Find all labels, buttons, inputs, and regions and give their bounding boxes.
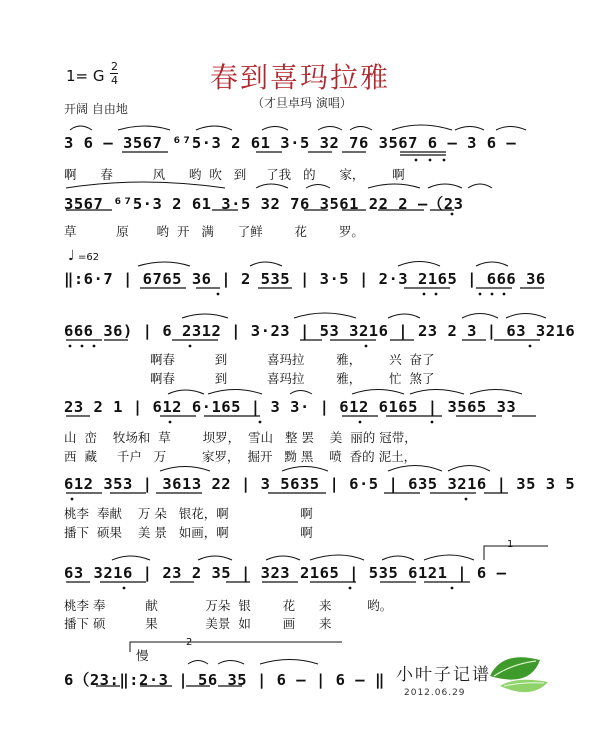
slur xyxy=(182,314,228,318)
slur xyxy=(118,126,170,130)
slur xyxy=(262,127,288,131)
score-line-3-notes: ‖:6·7 | 6765 36 | 2 535 | 3·5 | 2·3 2165 | 666 36 xyxy=(64,270,546,288)
slur xyxy=(468,184,492,188)
volta-2-label: 2 xyxy=(186,637,193,648)
score-line-7-lyrics-2: 播下 硕 果 美景 如 画 来 xyxy=(64,616,332,631)
slur xyxy=(66,182,225,188)
singer-credit: （才旦卓玛 演唱） xyxy=(252,96,352,110)
slur xyxy=(260,660,318,665)
slur xyxy=(310,555,364,560)
score-line-6-lyrics-1: 桃李 奉献 万 朵 银花，啊 啊 xyxy=(64,506,313,521)
slur xyxy=(368,184,420,188)
score-line-5-notes: 23 2 1 | 612 6·165 | 3 3· | 612 6165 | 3565 33 xyxy=(64,398,517,416)
slur xyxy=(318,127,342,131)
slur xyxy=(168,390,204,394)
tempo-marking: 开阔 自由地 xyxy=(64,102,128,116)
slur xyxy=(476,262,508,266)
slur xyxy=(70,126,92,130)
slur xyxy=(266,556,300,560)
slur xyxy=(496,127,526,131)
transcriber-signature: 小叶子记谱 xyxy=(396,665,491,685)
volta-1-label: 1 xyxy=(507,539,514,550)
leaf-icon xyxy=(490,657,548,692)
slur xyxy=(138,262,190,266)
slur xyxy=(188,661,208,665)
slur xyxy=(218,661,244,665)
score-line-5-lyrics-1: 山 峦 牧场和 草 坝罗， 雪山 整 罢 美 丽的 冠带， xyxy=(64,430,417,445)
slur xyxy=(470,390,522,395)
slur xyxy=(306,185,330,189)
quarter-note-icon: ♩ xyxy=(68,248,75,264)
slur xyxy=(382,556,414,560)
time-signature-bottom: 4 xyxy=(111,74,118,87)
slur xyxy=(250,262,282,266)
score-line-4-lyrics-2: 啊春 到 喜玛拉 雅， 忙 煞了 xyxy=(150,371,435,386)
slur xyxy=(506,314,546,319)
slur xyxy=(410,390,464,395)
slur xyxy=(112,556,150,560)
score-line-7-notes: 63 3216 | 23 2 35 | 323 2165 | 535 6121 | 6 – xyxy=(64,564,507,582)
slow-marking: 慢 xyxy=(136,648,149,663)
slur xyxy=(294,313,356,318)
score-line-2-lyrics: 草 原 哟 开 满 了鲜 花 罗。 xyxy=(64,224,364,239)
slur xyxy=(428,184,462,188)
score-line-8-notes: 6（23:‖:2·3 | 56 35 | 6 – | 6 – ‖ xyxy=(64,671,385,689)
slur xyxy=(256,184,288,188)
score-line-4-notes: 666 36) | 6 2312 | 3·23 | 53 3216 | 23 2 3 | 63 3216 xyxy=(64,322,576,340)
volta-2-bracket xyxy=(130,642,342,652)
key-signature: 1= G xyxy=(66,67,105,85)
slur xyxy=(160,467,210,472)
time-signature-top: 2 xyxy=(111,60,118,73)
score-line-1-lyrics: 啊 春 风 哟 吹 到 了我 的 家， 啊 xyxy=(64,167,405,182)
slur xyxy=(290,391,312,395)
slur xyxy=(455,127,484,131)
slur xyxy=(398,262,440,267)
slur xyxy=(388,314,420,318)
slur xyxy=(448,466,490,472)
slur xyxy=(350,127,372,131)
transcription-date: 2012.06.29 xyxy=(404,688,466,698)
score-line-2-notes: 3567 ⁶⁷5·3 2 61 3·5 32 76 3561 22 2 –（23 xyxy=(64,195,464,213)
metronome-value: =62 xyxy=(78,252,100,263)
score-line-6-notes: 612 353 | 3613 22 | 3 5635 | 6·5 | 635 3216 | 35 3 5 xyxy=(64,475,576,493)
slur xyxy=(198,556,232,560)
slur xyxy=(462,314,498,319)
score-line-4-lyrics-1: 啊春 到 喜玛拉 雅， 兴 奋了 xyxy=(150,352,435,367)
slur xyxy=(392,125,452,130)
slur xyxy=(424,555,474,560)
slur xyxy=(388,466,442,472)
song-title: 春到喜玛拉雅 xyxy=(210,61,391,94)
score-line-5-lyrics-2: 西 藏 千户 万 家罗， 掘开 黝 黑 喷 香的 泥土， xyxy=(64,449,417,464)
score-line-7-lyrics-1: 桃李 奉 献 万朵 银 花 来 哟。 xyxy=(64,598,393,613)
volta-1-bracket xyxy=(484,546,548,560)
slur xyxy=(208,390,262,395)
score-line-1-notes: 3 6 – 3567 ⁶⁷5·3 2 61 3·5 32 76 3567 6 – 3 6 – xyxy=(64,134,517,152)
slur xyxy=(282,467,328,472)
score-line-6-lyrics-2: 播下 硕果 美 景 如画，啊 啊 xyxy=(64,525,313,540)
slur xyxy=(352,390,404,395)
slur xyxy=(196,126,232,130)
